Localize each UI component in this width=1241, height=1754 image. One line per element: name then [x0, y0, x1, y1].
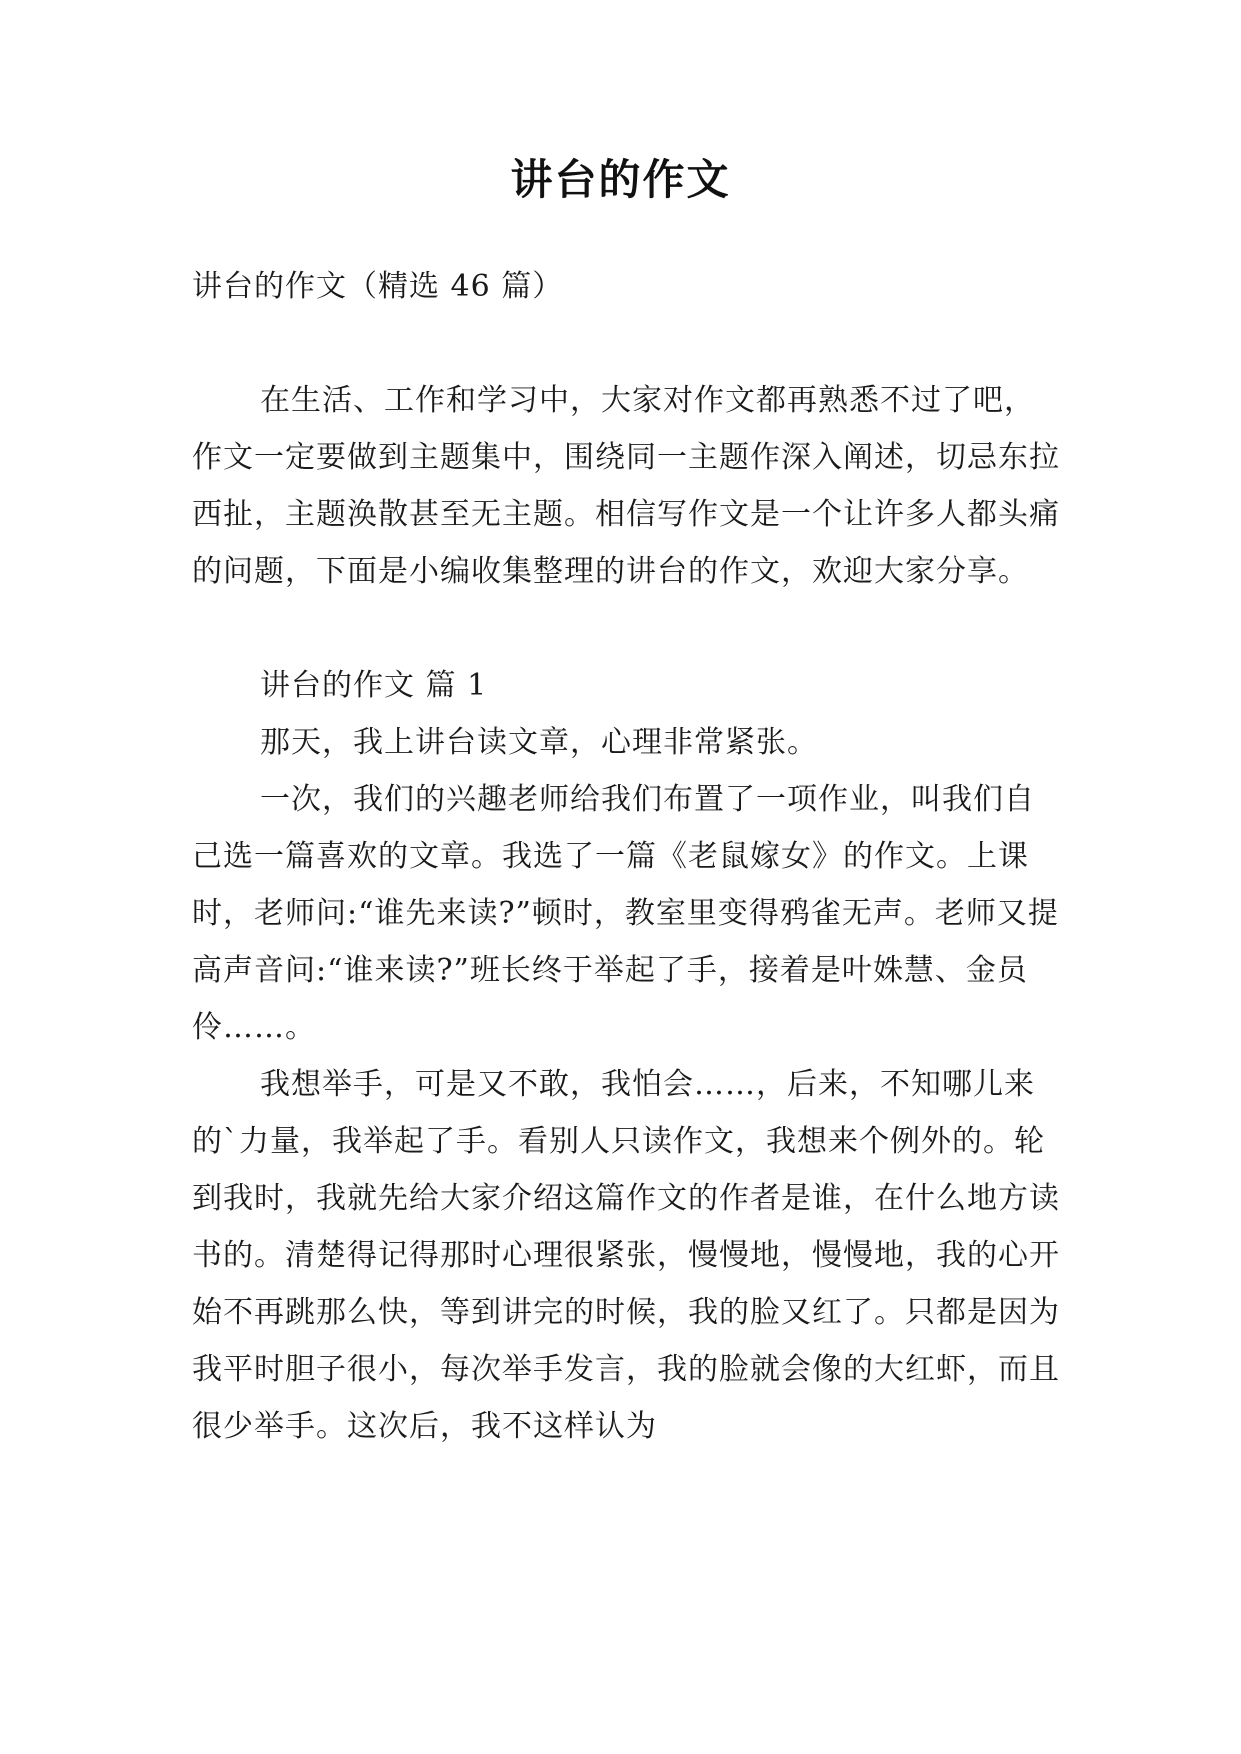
intro-paragraph: 在生活、工作和学习中，大家对作文都再熟悉不过了吧，作文一定要做到主题集中，围绕同一主题作深入阐述，切忌东拉西扯，主题涣散甚至无主题。相信写作文是一个让许多人都头痛的问题，下面是小编收集整理的讲台的作文，欢迎大家分享。 — [192, 383, 1060, 589]
document-subtitle: 讲台的作文（精选 46 篇） — [192, 269, 564, 304]
document-body — [192, 258, 1062, 1455]
body-paragraph: 一次，我们的兴趣老师给我们布置了一项作业，叫我们自己选一篇喜欢的文章。我选了一篇《老鼠嫁女》的作文。上课时，老师问:“谁先来读?”顿时，教室里变得鸦雀无声。老师又提高声音问:“谁来读?”班长终于举起了手，接着是叶姝慧、金员伶……。 — [192, 782, 1059, 1045]
page-title: 讲台的作文 — [510, 155, 731, 204]
body-paragraph: 我想举手，可是又不敢，我怕会……，后来，不知哪儿来的`力量，我举起了手。看别人只读作文，我想来个例外的。轮到我时，我就先给大家介绍这篇作文的作者是谁，在什么地方读书的。清楚得记得那时心理很紧张，慢慢地，慢慢地，我的心开始不再跳那么快，等到讲完的时候，我的脸又红了。只都是因为我平时胆子很小，每次举手发言，我的脸就会像的大红虾，而且很少举手。这次后，我不这样认为 — [192, 1067, 1060, 1444]
body-paragraph: 那天，我上讲台读文章，心理非常紧张。 — [260, 725, 818, 760]
section-heading: 讲台的作文 篇 1 — [260, 668, 488, 703]
